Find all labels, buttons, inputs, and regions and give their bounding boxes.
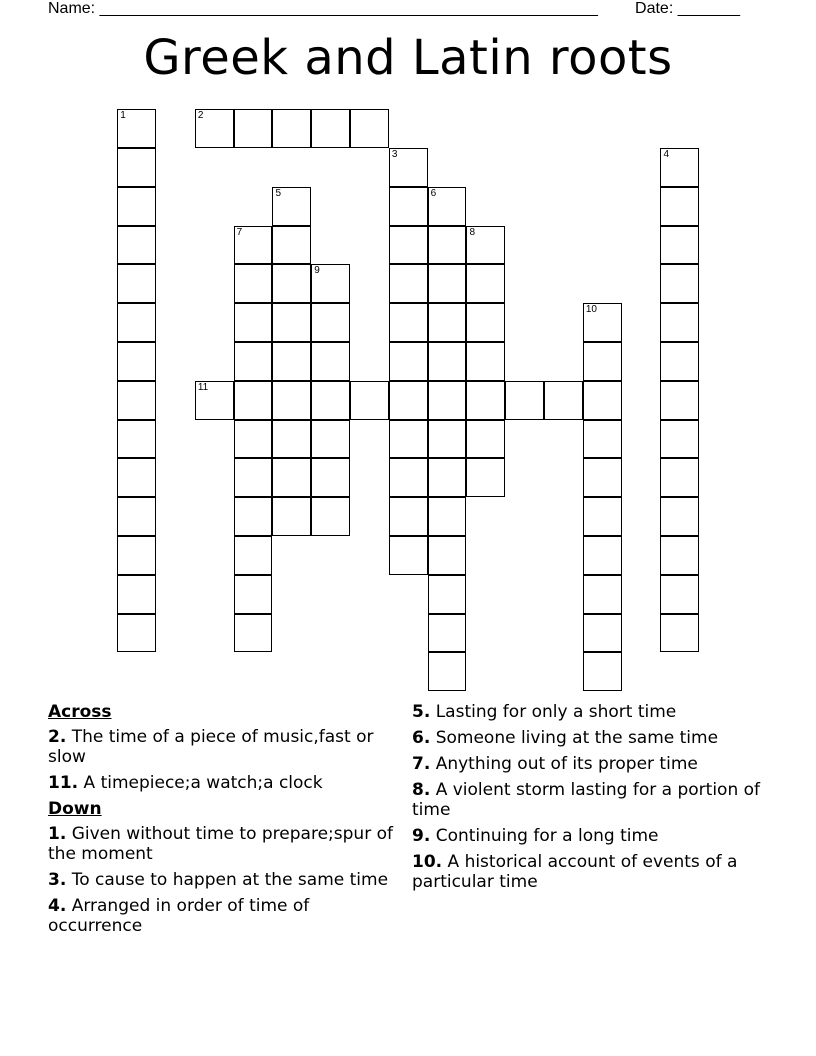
down-clue: [412, 728, 762, 748]
clue-number: 9.: [412, 826, 431, 846]
grid-cell[interactable]: [428, 303, 467, 342]
date-field-label: Date: _______: [635, 0, 740, 17]
clue-text: A timepiece;a watch;a clock: [83, 773, 323, 793]
grid-cell[interactable]: [234, 614, 273, 653]
clue-number-label: 7: [236, 226, 243, 238]
grid-cell[interactable]: [660, 420, 699, 459]
grid-cell[interactable]: [311, 109, 350, 148]
down-clue: [412, 826, 762, 846]
clue-number-label: 2: [197, 110, 204, 122]
grid-cell[interactable]: [389, 303, 428, 342]
grid-cell[interactable]: [117, 303, 156, 342]
clue-number: 5.: [412, 702, 431, 722]
grid-cell[interactable]: [389, 148, 428, 187]
clue-number-label: 3: [391, 149, 398, 161]
clue-number: 4.: [48, 896, 67, 916]
grid-cell[interactable]: [234, 420, 273, 459]
grid-cell[interactable]: [234, 575, 273, 614]
clue-text: Arranged in order of time of occurrence: [48, 896, 310, 936]
grid-cell[interactable]: [466, 264, 505, 303]
grid-cell[interactable]: [389, 536, 428, 575]
clue-text: The time of a piece of music,fast or slow: [48, 727, 374, 767]
grid-cell[interactable]: [544, 381, 583, 420]
clue-number-label: 4: [663, 149, 669, 161]
grid-cell[interactable]: [234, 264, 273, 303]
grid-cell[interactable]: [117, 420, 156, 459]
clue-text: To cause to happen at the same time: [71, 870, 389, 890]
grid-cell[interactable]: [272, 342, 311, 381]
grid-cell[interactable]: [428, 458, 467, 497]
grid-cell[interactable]: [234, 458, 273, 497]
down-clue: [412, 852, 762, 892]
across-heading: Across: [48, 702, 112, 722]
clue-number-label: 6: [430, 187, 437, 199]
grid-cell[interactable]: [428, 420, 467, 459]
grid-cell[interactable]: [428, 342, 467, 381]
down-clue: [412, 702, 762, 722]
grid-cell[interactable]: [389, 458, 428, 497]
grid-cell[interactable]: [428, 264, 467, 303]
grid-cell[interactable]: [117, 381, 156, 420]
grid-cell[interactable]: [583, 303, 622, 342]
down-heading: Down: [48, 799, 102, 819]
grid-cell[interactable]: [272, 458, 311, 497]
clue-number: 1.: [48, 824, 67, 844]
clue-number-label: 11: [197, 381, 209, 393]
down-clue: [412, 754, 762, 774]
grid-cell[interactable]: [234, 536, 273, 575]
grid-cell[interactable]: [389, 187, 428, 226]
grid-cell[interactable]: [389, 264, 428, 303]
clue-number-label: 1: [120, 110, 126, 122]
grid-cell[interactable]: [117, 187, 156, 226]
clue-number: 7.: [412, 754, 431, 774]
down-clue-list-left: [48, 824, 393, 936]
grid-cell[interactable]: [660, 187, 699, 226]
across-clue-list: [48, 727, 393, 793]
grid-cell[interactable]: [389, 226, 428, 265]
grid-cell[interactable]: [660, 342, 699, 381]
grid-cell[interactable]: [660, 458, 699, 497]
grid-cell[interactable]: [272, 497, 311, 536]
grid-cell[interactable]: [311, 420, 350, 459]
clue-number: 3.: [48, 870, 67, 890]
clue-number: 6.: [412, 728, 431, 748]
grid-cell[interactable]: [195, 109, 234, 148]
clue-number-label: 5: [275, 187, 281, 199]
grid-cell[interactable]: [389, 497, 428, 536]
grid-cell[interactable]: [583, 536, 622, 575]
clue-text: Someone living at the same time: [435, 728, 719, 748]
grid-cell[interactable]: [117, 497, 156, 536]
grid-cell[interactable]: [466, 420, 505, 459]
clues-right-column: [412, 702, 762, 898]
clue-text: Given without time to prepare;spur of the moment: [48, 824, 393, 864]
grid-cell[interactable]: [428, 575, 467, 614]
grid-cell[interactable]: [428, 536, 467, 575]
grid-cell[interactable]: [117, 226, 156, 265]
grid-cell[interactable]: [466, 303, 505, 342]
down-clue: [48, 870, 393, 890]
grid-cell[interactable]: [660, 264, 699, 303]
clue-text: Continuing for a long time: [435, 826, 659, 846]
grid-cell[interactable]: [660, 614, 699, 653]
grid-cell[interactable]: [466, 458, 505, 497]
across-clue: [48, 727, 393, 767]
grid-cell[interactable]: [234, 303, 273, 342]
grid-cell[interactable]: [195, 381, 234, 420]
grid-cell[interactable]: [234, 497, 273, 536]
across-clue: [48, 773, 393, 793]
grid-cell[interactable]: [428, 652, 467, 691]
grid-cell[interactable]: [117, 458, 156, 497]
grid-cell[interactable]: [117, 614, 156, 653]
grid-cell[interactable]: [583, 614, 622, 653]
clue-number: 10.: [412, 852, 443, 872]
clue-text: Anything out of its proper time: [435, 754, 698, 774]
grid-cell[interactable]: [583, 420, 622, 459]
grid-cell[interactable]: [350, 381, 389, 420]
grid-cell[interactable]: [272, 187, 311, 226]
grid-cell[interactable]: [311, 303, 350, 342]
grid-cell[interactable]: [117, 109, 156, 148]
grid-cell[interactable]: [583, 575, 622, 614]
grid-cell[interactable]: [234, 381, 273, 420]
grid-cell[interactable]: [272, 264, 311, 303]
name-field-label: Name: ________________________________________________________: [48, 0, 598, 17]
grid-cell[interactable]: [428, 381, 467, 420]
clue-number: 2.: [48, 727, 67, 747]
grid-cell[interactable]: [311, 342, 350, 381]
grid-cell[interactable]: [117, 342, 156, 381]
grid-cell[interactable]: [583, 497, 622, 536]
grid-cell[interactable]: [389, 342, 428, 381]
grid-cell[interactable]: [466, 342, 505, 381]
grid-cell[interactable]: [466, 226, 505, 265]
grid-cell[interactable]: [505, 381, 544, 420]
grid-cell[interactable]: [272, 226, 311, 265]
grid-cell[interactable]: [311, 264, 350, 303]
clues-left-column: [48, 702, 393, 942]
grid-cell[interactable]: [234, 342, 273, 381]
grid-cell[interactable]: [428, 187, 467, 226]
down-clue-list-right: [412, 702, 762, 892]
grid-cell[interactable]: [583, 381, 622, 420]
grid-cell[interactable]: [660, 226, 699, 265]
grid-cell[interactable]: [389, 381, 428, 420]
grid-cell[interactable]: [583, 652, 622, 691]
grid-cell[interactable]: [117, 264, 156, 303]
grid-cell[interactable]: [350, 109, 389, 148]
clue-number-label: 10: [585, 304, 597, 316]
grid-cell[interactable]: [311, 497, 350, 536]
grid-cell[interactable]: [117, 148, 156, 187]
grid-cell[interactable]: [428, 226, 467, 265]
grid-cell[interactable]: [311, 381, 350, 420]
clue-text: A historical account of events of a particular time: [412, 852, 738, 892]
grid-cell[interactable]: [234, 226, 273, 265]
down-clue: [412, 780, 762, 820]
grid-cell[interactable]: [272, 109, 311, 148]
clue-text: Lasting for only a short time: [435, 702, 677, 722]
grid-cell[interactable]: [311, 458, 350, 497]
grid-cell[interactable]: [272, 420, 311, 459]
clue-text: A violent storm lasting for a portion of time: [412, 780, 761, 820]
grid-cell[interactable]: [583, 458, 622, 497]
grid-cell[interactable]: [660, 148, 699, 187]
grid-cell[interactable]: [272, 381, 311, 420]
grid-cell[interactable]: [117, 575, 156, 614]
grid-cell[interactable]: [583, 342, 622, 381]
clue-number: 8.: [412, 780, 431, 800]
grid-cell[interactable]: [660, 536, 699, 575]
grid-cell[interactable]: [660, 575, 699, 614]
grid-cell[interactable]: [428, 614, 467, 653]
grid-cell[interactable]: [389, 420, 428, 459]
grid-cell[interactable]: [428, 497, 467, 536]
grid-cell[interactable]: [660, 497, 699, 536]
grid-cell[interactable]: [272, 303, 311, 342]
grid-cell[interactable]: [660, 303, 699, 342]
page-title: Greek and Latin roots: [143, 30, 673, 86]
grid-cell[interactable]: [234, 109, 273, 148]
grid-cell[interactable]: [117, 536, 156, 575]
clue-number-label: 8: [469, 226, 475, 238]
grid-cell[interactable]: [466, 381, 505, 420]
down-clue: [48, 824, 393, 864]
clue-number-label: 9: [314, 265, 320, 277]
down-clue: [48, 896, 393, 936]
grid-cell[interactable]: [660, 381, 699, 420]
clue-number: 11.: [48, 773, 79, 793]
